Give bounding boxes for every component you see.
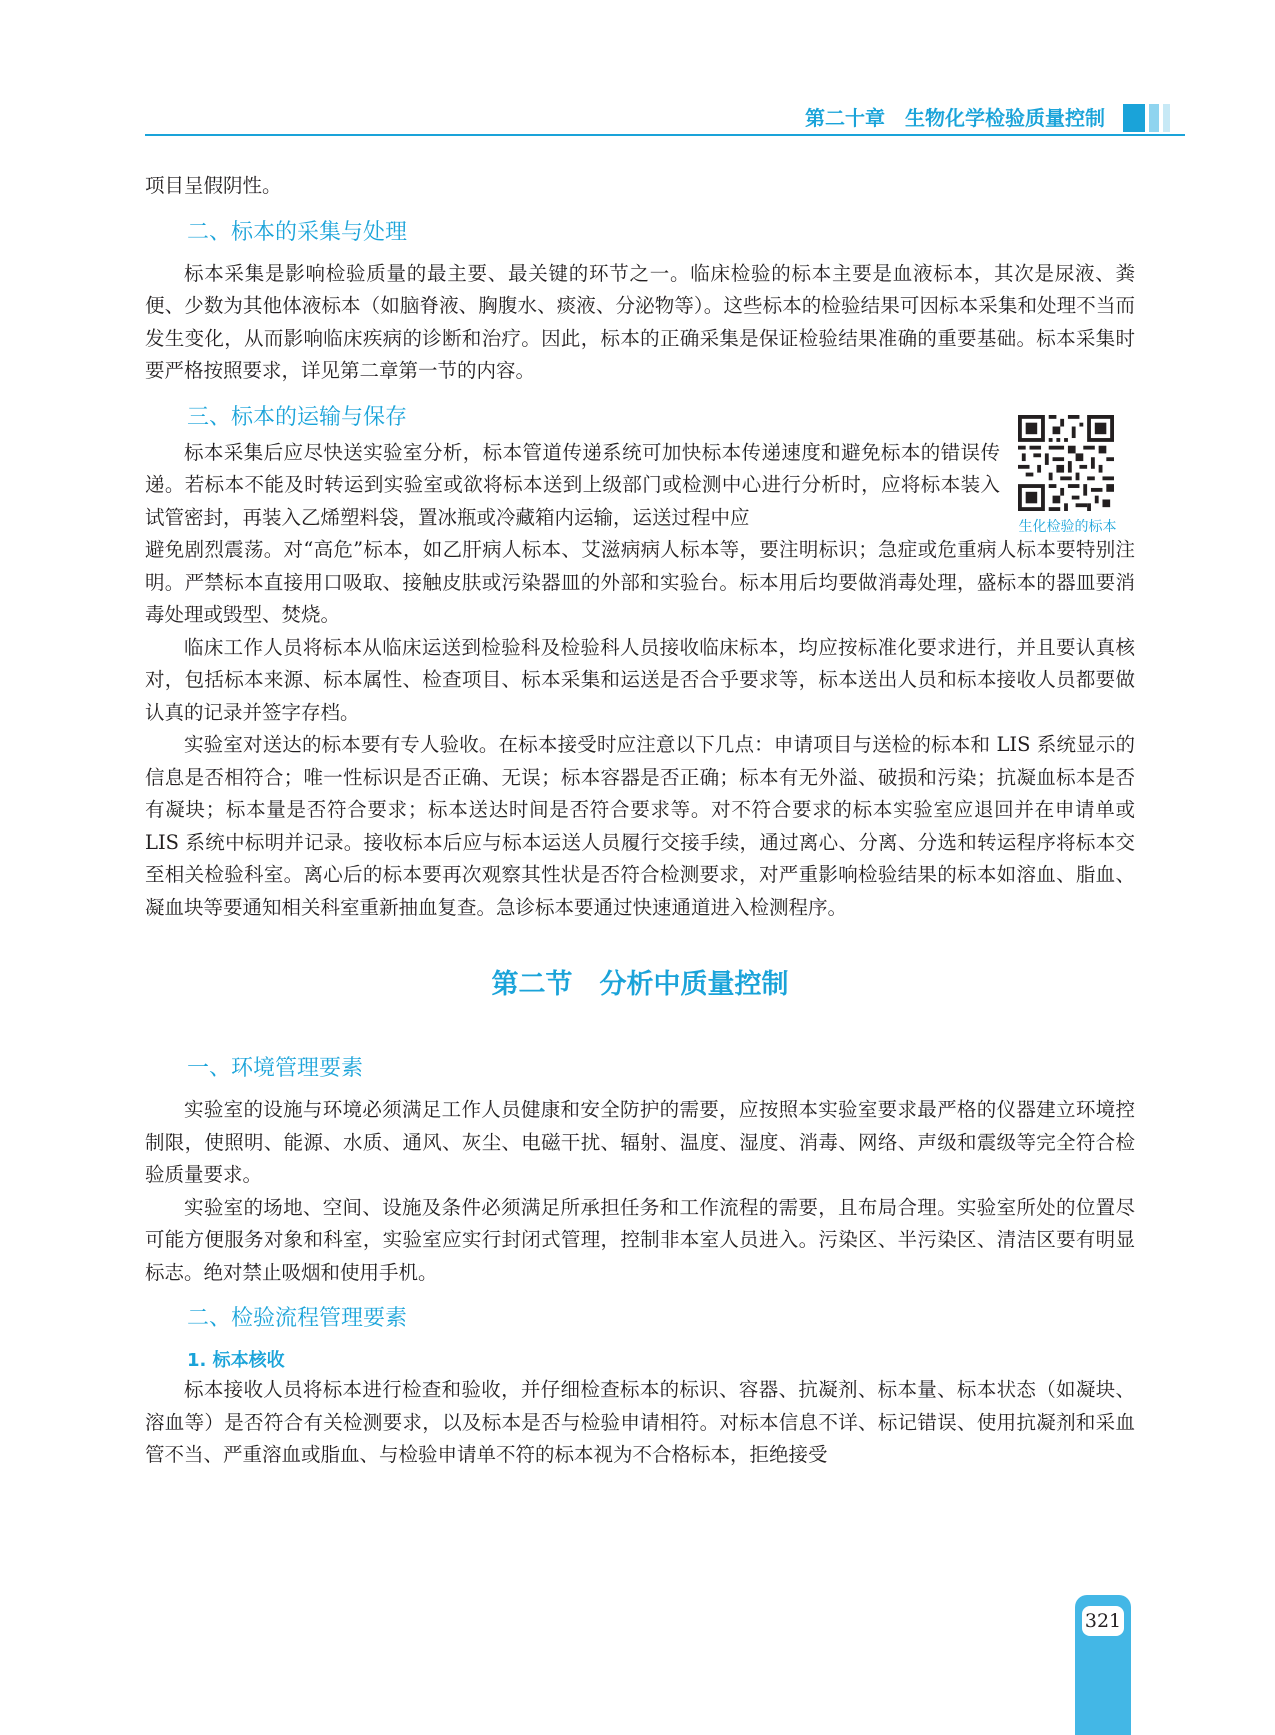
paragraph: 项目呈假阴性。 [145, 174, 282, 197]
qr-code-icon[interactable] [1018, 415, 1114, 511]
paragraph: 临床工作人员将标本从临床运送到检验科及检验科人员接收临床标本，均应按标准化要求进行，并且要认真核对，包括标本来源、标本属性、检查项目、标本采集和运送是否合乎要求等，标本送出人员和标本接收人员都要做认真的记录并签字存档。 [145, 635, 1135, 724]
page-number: 321 [1084, 1610, 1122, 1632]
header-decor-bar [1123, 104, 1145, 132]
heading-transport: 三、标本的运输与保存 [187, 404, 408, 430]
paragraph: 避免剧烈震荡。对“高危”标本，如乙肝病人标本、艾滋病病人标本等，要注明标识；急症或危重病人标本要特别注明。严禁标本直接用口吸取、接触皮肤或污染器皿的外部和实验台。标本用后均要做消毒处理，盛标本的器皿要消毒处理或毁型、焚烧。 [145, 538, 1135, 626]
header-decor-bar [1149, 104, 1159, 132]
header-rule [145, 134, 1185, 136]
paragraph: 标本接收人员将标本进行检查和验收，并仔细检查标本的标识、容器、抗凝剂、标本量、标本状态（如凝块、溶血等）是否符合有关检测要求，以及标本是否与检验申请相符。对标本信息不详、标记错误、使用抗凝剂和采血管不当、严重溶血或脂血、与检验申请单不符的标本视为不合格标本，拒绝接受 [145, 1378, 1135, 1466]
page-body [145, 170, 1135, 1472]
page-header [145, 100, 1185, 130]
section-title: 第二节 分析中质量控制 [491, 969, 789, 1000]
heading-collect: 二、标本的采集与处理 [187, 219, 408, 245]
paragraph: 标本采集是影响检验质量的最主要、最关键的环节之一。临床检验的标本主要是血液标本，其次是尿液、粪便、少数为其他体液标本（如脑脊液、胸腹水、痰液、分泌物等）。这些标本的检验结果可因标本采集和处理不当而发生变化，从而影响临床疾病的诊断和治疗。因此，标本的正确采集是保证检验结果准确的重要基础。标本采集时要严格按照要求，详见第二章第一节的内容。 [145, 261, 1135, 382]
chapter-title: 第二十章 生物化学检验质量控制 [805, 106, 1105, 130]
heading-sample-check: 1. 标本核收 [187, 1350, 285, 1371]
paragraph: 实验室的场地、空间、设施及条件必须满足所承担任务和工作流程的需要，且布局合理。实验室所处的位置尽可能方便服务对象和科室，实验室应实行封闭式管理，控制非本室人员进入。污染区、半污染区、清洁区要有明显标志。绝对禁止吸烟和使用手机。 [145, 1195, 1135, 1284]
heading-flow: 二、检验流程管理要素 [187, 1306, 408, 1331]
header-decor-bar [1163, 104, 1170, 132]
heading-environment: 一、环境管理要素 [187, 1056, 364, 1081]
paragraph: 实验室对送达的标本要有专人验收。在标本接受时应注意以下几点：申请项目与送检的标本和 LIS 系统显示的信息是否相符合；唯一性标识是否正确、无误；标本容器是否正确；标本有无外溢、破损和污染；抗凝血标本是否有凝块；标本量是否符合要求；标本送达时间是否符合要求等。对不符合要求的标本实验室应退回并在申请单或 LIS 系统中标明并记录。接收标本后应与标本运送人员履行交接手续，通过离心、分离、分选和转运程序将标本交至相关检验科室。离心后的标本要再次观察其性状是否符合检测要求，对严重影响检验结果的标本如溶血、脂血、凝血块等要通知相关科室重新抽血复查。急诊标本要通过快速通道进入检测程序。 [145, 733, 1135, 919]
paragraph: 实验室的设施与环境必须满足工作人员健康和安全防护的需要，应按照本实验室要求最严格的仪器建立环境控制限，使照明、能源、水质、通风、灰尘、电磁干扰、辐射、温度、湿度、消毒、网络、声级和震级等完全符合检验质量要求。 [145, 1098, 1135, 1186]
paragraph: 标本采集后应尽快送实验室分析，标本管道传递系统可加快标本传递速度和避免标本的错误传递。若标本不能及时转运到实验室或欲将标本送到上级部门或检测中心进行分析时，应将标本装入试管密封，再装入乙烯塑料袋，置冰瓶或冷藏箱内运输，运送过程中应 [145, 440, 1000, 529]
qr-caption: 生化检验的标本 [1018, 519, 1117, 535]
